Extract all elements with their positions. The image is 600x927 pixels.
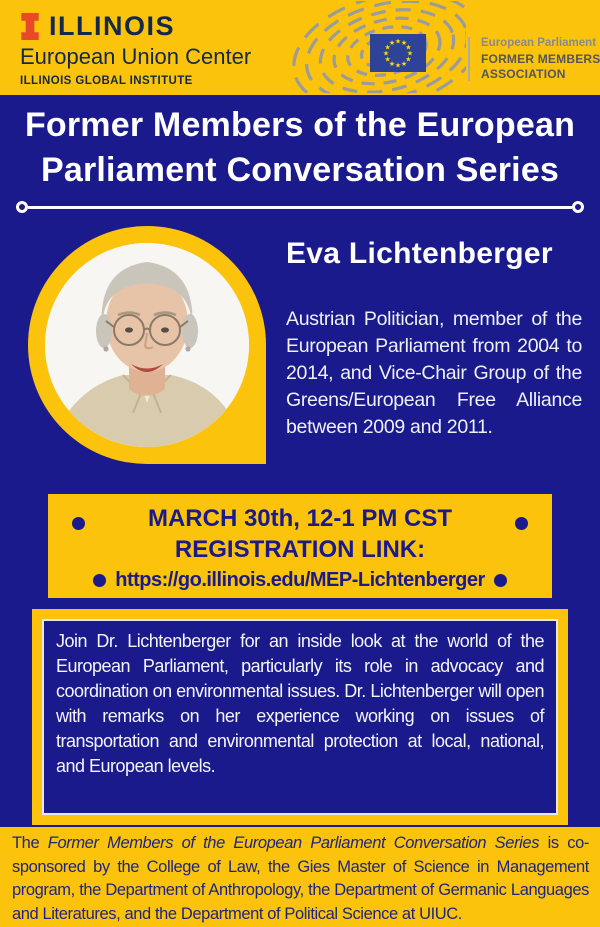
event-date-time: MARCH 30th, 12-1 PM CST [147, 505, 453, 532]
speaker-photo-frame [28, 226, 266, 464]
divider-ring-left [16, 201, 28, 213]
svg-text:★: ★ [406, 49, 414, 58]
bullet-dot [93, 574, 106, 587]
bullet-dot [494, 574, 507, 587]
registration-link-row [48, 565, 552, 596]
sponsors-text: The Former Members of the European Parliament Conversation Series is co-sponsored by the College of Law, the Gies Master of Science in Management program, the Department of Anthropology, the Department of Germanic Languages and Literatures, and the Department of Political Science at UIUC. [12, 834, 589, 923]
illinois-euc-brand [20, 11, 251, 87]
institute-name: ILLINOIS GLOBAL INSTITUTE [20, 75, 193, 87]
svg-text:★: ★ [388, 39, 396, 48]
svg-text:★: ★ [394, 61, 402, 70]
divider-ring-right [572, 201, 584, 213]
bullet-dot [515, 517, 528, 530]
event-description: Join Dr. Lichtenberger for an inside look at the world of the European Parliament, particularly its role in advocacy and coordination on environmental issues. Dr. Lichtenberger will open with remarks on her experience working on issues of transportation and environmental protection at local, national, and European levels. [56, 631, 544, 776]
svg-text:★: ★ [394, 37, 402, 46]
illinois-block-i-icon [20, 13, 40, 40]
svg-text:★: ★ [400, 39, 408, 48]
speaker-photo [45, 243, 249, 447]
svg-text:★: ★ [405, 55, 412, 64]
european-parliament-hemicycle-logo [284, 1, 466, 93]
description-panel [42, 619, 558, 815]
speaker-name: Eva Lichtenberger [286, 237, 553, 270]
svg-text:★: ★ [405, 43, 412, 52]
unit-name: European Union Center [20, 44, 252, 69]
svg-text:★: ★ [382, 49, 390, 58]
speaker-bio: Austrian Politician, member of the European Parliament from 2004 to 2014, and Vice-Chair Group of the Greens/European Free Alliance between 2009 and 2011. [286, 308, 582, 438]
header-bar [0, 0, 600, 95]
registration-url[interactable]: https://go.illinois.edu/MEP-Lichtenberger [115, 569, 485, 591]
svg-text:★: ★ [384, 43, 391, 52]
series-title-italic: Former Members of the European Parliament Conversation Series [47, 834, 540, 852]
description-frame [32, 609, 568, 825]
portrait-illustration [45, 243, 249, 447]
illinois-wordmark: ILLINOIS [49, 11, 175, 41]
svg-text:★: ★ [384, 55, 391, 64]
svg-text:★: ★ [400, 59, 408, 68]
eu-flag-icon [370, 34, 426, 72]
page-title: Former Members of the European Parliament Conversation Series [24, 106, 576, 189]
svg-text:★: ★ [388, 59, 396, 68]
registration-box [48, 494, 552, 598]
former-members-association-label: European Parliament FORMER MEMBERS ASSOCIATION [481, 37, 600, 81]
title-divider [16, 201, 584, 213]
sponsors-footer [0, 827, 600, 927]
bullet-dot [72, 517, 85, 530]
registration-link-label: REGISTRATION LINK: [174, 536, 426, 563]
logo-separator [468, 37, 470, 81]
